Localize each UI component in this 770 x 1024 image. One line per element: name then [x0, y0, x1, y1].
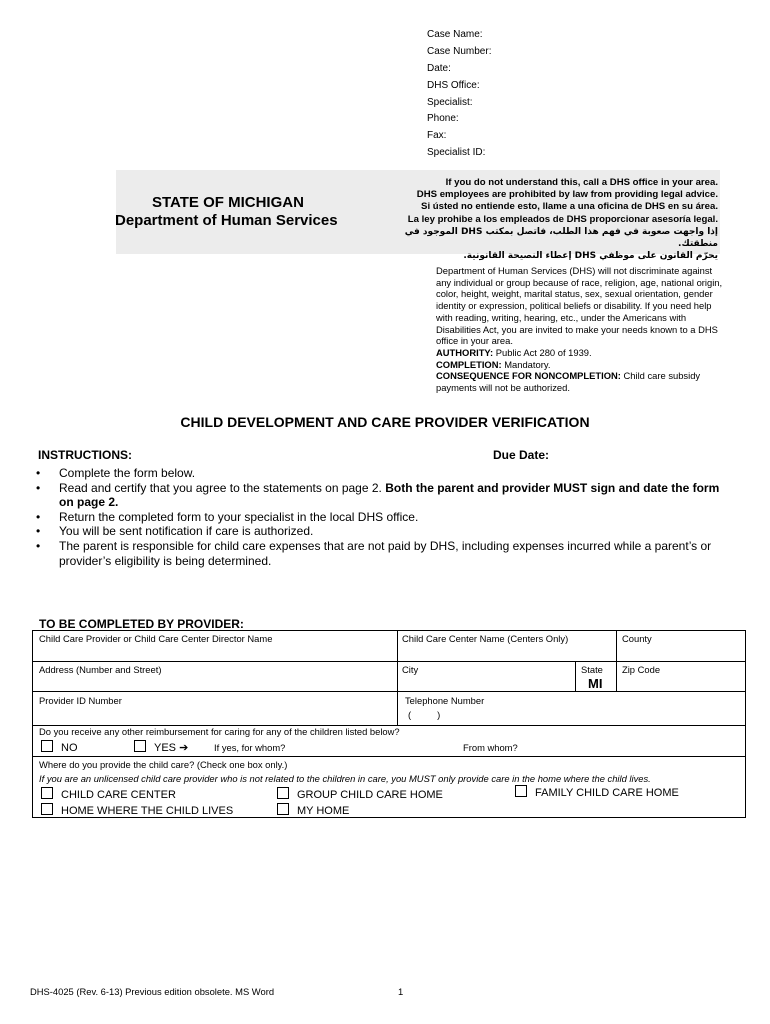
no-checkbox[interactable]: [41, 740, 53, 752]
instruction-item: • The parent is responsible for child care expenses that are not paid by DHS, including expenses incurred while a parent’s or provider’s eligibility is being determined.: [36, 539, 736, 568]
department-name: Department of Human Services: [115, 212, 338, 229]
no-option[interactable]: [41, 740, 78, 754]
child-care-center-option[interactable]: [41, 787, 176, 801]
consequence-label: CONSEQUENCE FOR NONCOMPLETION:: [436, 370, 621, 382]
state-field-value[interactable]: MI: [588, 676, 603, 691]
address-field[interactable]: Address (Number and Street): [39, 664, 162, 675]
authority-value: Public Act 280 of 1939.: [493, 346, 592, 358]
from-whom-field[interactable]: From whom?: [463, 742, 518, 753]
city-field[interactable]: City: [402, 664, 419, 675]
authority-label: AUTHORITY:: [436, 346, 494, 358]
provider-section-heading: TO BE COMPLETED BY PROVIDER:: [39, 617, 244, 631]
case-number-field[interactable]: Case Number:: [427, 45, 492, 57]
no-label: NO: [61, 742, 78, 754]
instructions-list: [36, 466, 736, 568]
state-name: STATE OF MICHIGAN: [152, 194, 304, 211]
group-home-checkbox[interactable]: [277, 787, 289, 799]
child-home-label: HOME WHERE THE CHILD LIVES: [61, 805, 234, 817]
yes-checkbox[interactable]: [134, 740, 146, 752]
my-home-option[interactable]: [277, 803, 349, 817]
instruction-text: Read and certify that you agree to the statements on page 2.: [59, 480, 386, 495]
language-notice: [378, 177, 718, 262]
instruction-item: • Return the completed form to your specialist in the local DHS office.: [36, 510, 736, 525]
form-identifier: DHS-4025 (Rev. 6-13) Previous edition obsolete. MS Word: [30, 986, 275, 997]
notice-line: DHS employees are prohibited by law from providing legal advice.: [416, 189, 718, 201]
child-care-center-checkbox[interactable]: [41, 787, 53, 799]
where-care-question: Where do you provide the child care? (Check one box only.): [39, 759, 288, 770]
instruction-item: [36, 481, 736, 510]
instruction-item: • Complete the form below.: [36, 466, 736, 481]
family-home-checkbox[interactable]: [515, 785, 527, 797]
zip-code-field[interactable]: Zip Code: [622, 664, 661, 675]
notice-line-arabic: يحرّم القانون على موظفي DHS إعطاء النصيحة القانونية.: [463, 251, 718, 262]
col-divider: [397, 631, 398, 725]
col-divider: [616, 661, 617, 691]
completion-value: Mandatory.: [501, 358, 551, 370]
provider-form-grid: [32, 630, 746, 818]
instruction-emphasis: Both the parent and provider MUST sign and date the form on page 2.: [59, 480, 720, 510]
yes-label: YES: [154, 742, 177, 754]
row-divider: [33, 691, 745, 692]
reimbursement-question: Do you receive any other reimbursement for caring for any of the children listed below?: [39, 726, 400, 737]
date-field[interactable]: Date:: [427, 62, 451, 74]
fax-field[interactable]: Fax:: [427, 130, 447, 142]
nondiscrimination-text: Department of Human Services (DHS) will not discriminate against any individual or group because of race, religion, age, national origin, color, height, weight, marital status, sex, sexual orientation, gender identity or expression, political beliefs or disability. If you need help with reading, writing, hearing, etc., under the Americans with Disabilities Act, you are invited to make your needs known to a DHS office in your area.: [436, 265, 723, 347]
unlicensed-note: If you are an unlicensed child care provider who is not related to the children in care, you MUST only provide care in the home where the child lives.: [39, 773, 651, 784]
director-name-field[interactable]: Child Care Provider or Child Care Center Director Name: [39, 633, 273, 644]
completion-label: COMPLETION:: [436, 358, 502, 370]
instruction-item: • You will be sent notification if care is authorized.: [36, 524, 736, 539]
case-info-block: [427, 27, 491, 162]
yes-option[interactable]: [134, 740, 188, 754]
page-number: 1: [398, 986, 404, 997]
family-home-label: FAMILY CHILD CARE HOME: [535, 787, 679, 799]
row-divider: [33, 661, 745, 662]
due-date-label: Due Date:: [493, 448, 550, 462]
instructions-label: INSTRUCTIONS:: [38, 448, 132, 462]
county-field[interactable]: County: [622, 633, 652, 644]
phone-field[interactable]: Phone:: [427, 113, 459, 125]
provider-id-field[interactable]: Provider ID Number: [39, 695, 122, 706]
arrow-right-icon: ➔: [179, 742, 189, 754]
telephone-field-label: Telephone Number: [405, 695, 485, 706]
group-home-label: GROUP CHILD CARE HOME: [297, 789, 443, 801]
notice-line-arabic: إذا واجهت صعوبة في فهم هذا الطلب، فاتصل بمكتب DHS الموجود في منطقتك.: [404, 226, 718, 250]
notice-line: Si ústed no entiende esto, llame a una oficina de DHS en su área.: [421, 201, 718, 213]
dhs-office-field[interactable]: DHS Office:: [427, 79, 480, 91]
row-divider: [33, 756, 745, 757]
group-home-option[interactable]: [277, 787, 443, 801]
child-care-center-label: CHILD CARE CENTER: [61, 789, 176, 801]
consequence-value: Child care subsidy payments will not be authorized.: [436, 370, 701, 394]
child-home-checkbox[interactable]: [41, 803, 53, 815]
telephone-field[interactable]: ( ): [408, 709, 441, 720]
notice-line: La ley prohibe a los empleados de DHS proporcionar asesoría legal.: [407, 213, 718, 225]
center-name-field[interactable]: Child Care Center Name (Centers Only): [402, 633, 569, 644]
my-home-label: MY HOME: [297, 805, 350, 817]
specialist-id-field[interactable]: Specialist ID:: [427, 147, 486, 159]
case-name-field[interactable]: Case Name:: [427, 29, 483, 40]
col-divider: [575, 661, 576, 691]
family-home-option[interactable]: [515, 785, 679, 799]
form-title: CHILD DEVELOPMENT AND CARE PROVIDER VERIFICATION: [180, 414, 590, 430]
nondiscrimination-statement: [436, 265, 728, 394]
state-field-label: State: [581, 664, 603, 675]
my-home-checkbox[interactable]: [277, 803, 289, 815]
child-home-option[interactable]: [41, 803, 233, 817]
specialist-field[interactable]: Specialist:: [427, 96, 473, 108]
notice-line: If you do not understand this, call a DHS office in your area.: [445, 177, 718, 188]
if-yes-for-whom-field[interactable]: If yes, for whom?: [214, 742, 286, 753]
